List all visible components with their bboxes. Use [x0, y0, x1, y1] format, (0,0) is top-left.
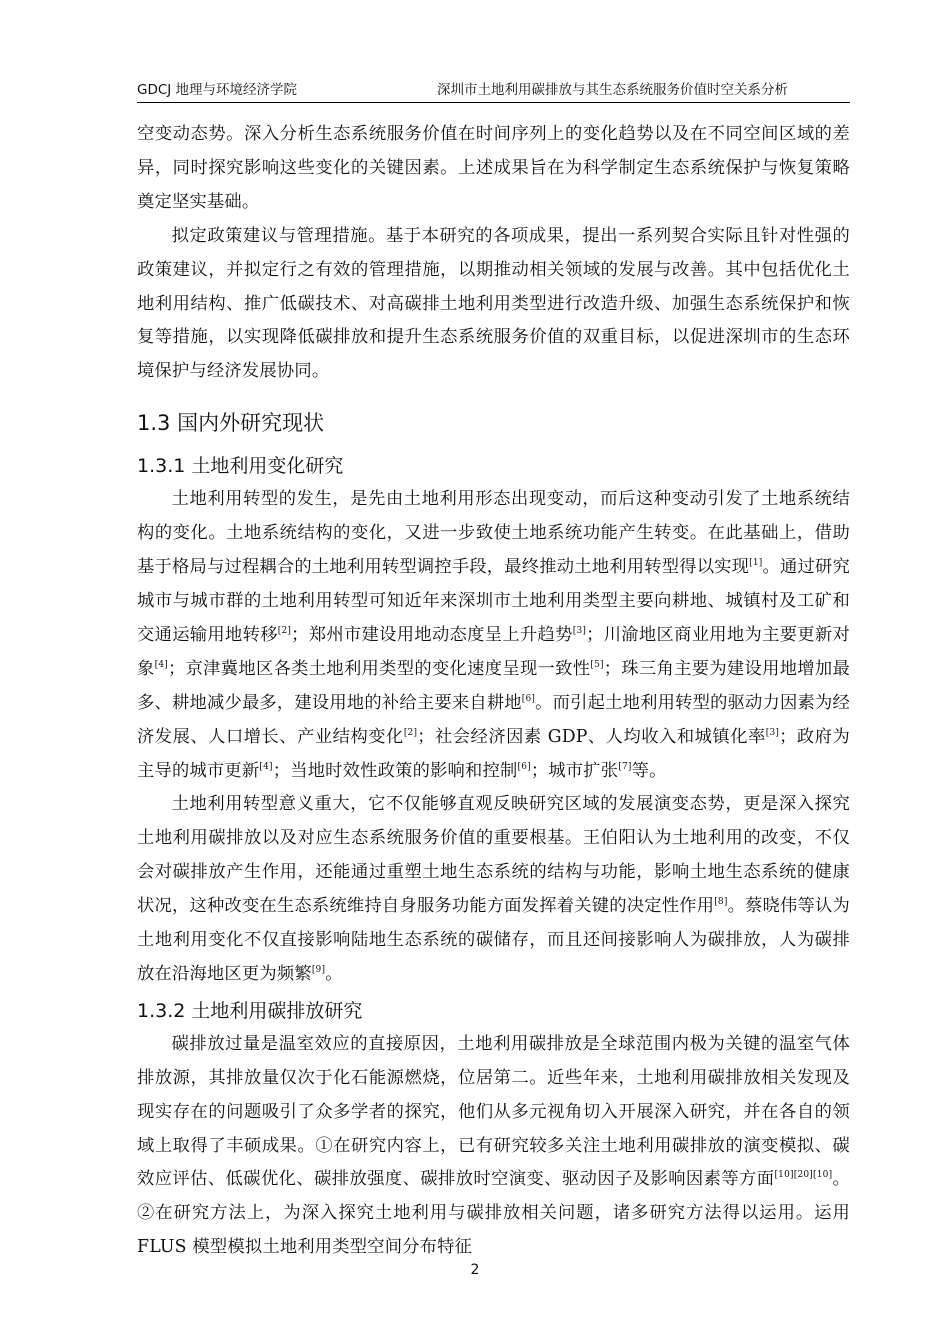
text-run: 土地利用转型的发生，是先由土地利用形态出现变动，而后这种变动引发了土地系统结构的变化。土地系统结构的变化，又进一步致使土地系统功能产生转变。在此基础上，借助基于格局与过程耦合的土地利用转型调控手段，最终推动土地利用转型得以实现 — [137, 489, 850, 578]
text-run: 。 — [325, 963, 343, 984]
citation: [8] — [714, 897, 728, 908]
text-run: ；珠三角主要为建设用地增加最多、耕地减少最多，建设用地的补给主要来自耕地 — [137, 658, 850, 713]
text-run: ；社会经济因素 GDP、人均收入和城镇化率 — [417, 726, 766, 747]
text-run: 。而引起土地利用转型的驱动力因素为经济发展、人口增长、产业结构变化 — [137, 692, 850, 747]
text-run: ；川渝地区商业用地为主要更新对象 — [137, 624, 850, 679]
citation: [1] — [749, 558, 763, 569]
section-heading-1-3-1: 1.3.1 土地利用变化研究 — [137, 455, 344, 478]
text-run: ；京津冀地区各类土地利用类型的变化速度呈现一致性 — [167, 658, 591, 679]
paragraph-policy: 拟定政策建议与管理措施。基于本研究的各项成果，提出一系列契合实际且针对性强的政策建议，并拟定行之有效的管理措施，以期推动相关领域的发展与改善。其中包括优化土地利用结构、推广低碳技术、对高碳排土地利用类型进行改造升级、加强生态系统保护和恢复等措施，以实现降低碳排放和提升生态系统服务价值的双重目标，以促进深圳市的生态环境保护与经济发展协同。 — [137, 225, 850, 382]
text-run: ；当地时效性政策的影响和控制 — [272, 760, 518, 781]
citation: [6] — [521, 693, 536, 704]
citation: [2] — [277, 626, 292, 637]
citation: [6] — [517, 761, 531, 772]
citation: [4] — [154, 660, 168, 671]
text-run: 碳排放过量是温室效应的直接原因，土地利用碳排放是全球范围内极为关键的温室气体排放源，其排放量仅次于化石能源燃烧，位居第二。近些年来，土地利用碳排放相关发现及现实存在的问题吸引了众多学者的探究，他们从多元视角切入开展深入研究，并在各自的领域上取得了丰硕成果。①在研究内容上，已有研究较多关注土地利用碳排放的演变模拟、碳效应评估、低碳优化、碳排放强度、碳排放时空演变、驱动因子及影响因素等方面 — [137, 1033, 850, 1190]
page-header — [137, 76, 850, 103]
text-run: 。②在研究方法上，为深入探究土地利用与碳排放相关问题，诸多研究方法得以运用。运用 FLUS 模型模拟土地利用类型空间分布特征 — [137, 1169, 851, 1258]
text-run: ；郑州市建设用地动态度呈上升趋势 — [291, 624, 573, 645]
section-heading-1-3: 1.3 国内外研究现状 — [137, 411, 325, 436]
paragraph-carbon-emission — [137, 1028, 850, 1265]
header-school: GDCJ 地理与环境经济学院 — [137, 82, 298, 98]
header-thesis-title: 深圳市土地利用碳排放与其生态系统服务价值时空关系分析 — [437, 82, 788, 98]
citation: [3] — [765, 727, 780, 738]
citation: [9] — [311, 965, 326, 976]
citation: [3] — [572, 626, 587, 637]
section-heading-1-3-2: 1.3.2 土地利用碳排放研究 — [137, 999, 363, 1022]
text-run: ；政府为主导的城市更新 — [137, 726, 850, 781]
paragraph-continued: 空变动态势。深入分析生态系统服务价值在时间序列上的变化趋势以及在不同空间区域的差异，同时探究影响这些变化的关键因素。上述成果旨在为科学制定生态系统保护与恢复策略奠定坚实基础。 — [137, 124, 850, 212]
citation: [7] — [618, 761, 632, 772]
text-run: ；城市扩张 — [530, 760, 619, 781]
paragraph-land-use-transition — [137, 483, 850, 788]
citation: [5] — [590, 660, 604, 671]
page-number: 2 — [470, 1262, 480, 1278]
citation: [10][20][10] — [774, 1170, 833, 1181]
text-run: 土地利用转型意义重大，它不仅能够直观反映研究区域的发展演变态势，更是深入探究土地利用碳排放以及对应生态系统服务价值的重要根基。王伯阳认为土地利用的改变，不仅会对碳排放产生作用，还能通过重塑土地生态系统的结构与功能，影响土地生态系统的健康状况，这种改变在生态系统维持自身服务功能方面发挥着关键的决定性作用 — [137, 794, 850, 917]
citation: [4] — [259, 761, 273, 772]
page-body — [137, 118, 850, 1265]
citation: [2] — [403, 727, 418, 738]
paragraph-land-use-significance — [137, 788, 850, 991]
text-run: 。通过研究城市与城市群的土地利用转型可知近年来深圳市土地利用类型主要向耕地、城镇村及工矿和交通运输用地转移 — [137, 557, 850, 645]
text-run: 等。 — [631, 760, 667, 781]
text-run: 。蔡晓伟等认为土地利用变化不仅直接影响陆地生态系统的碳储存，而且还间接影响人为碳排放，人为碳排放在沿海地区更为频繁 — [137, 896, 850, 984]
